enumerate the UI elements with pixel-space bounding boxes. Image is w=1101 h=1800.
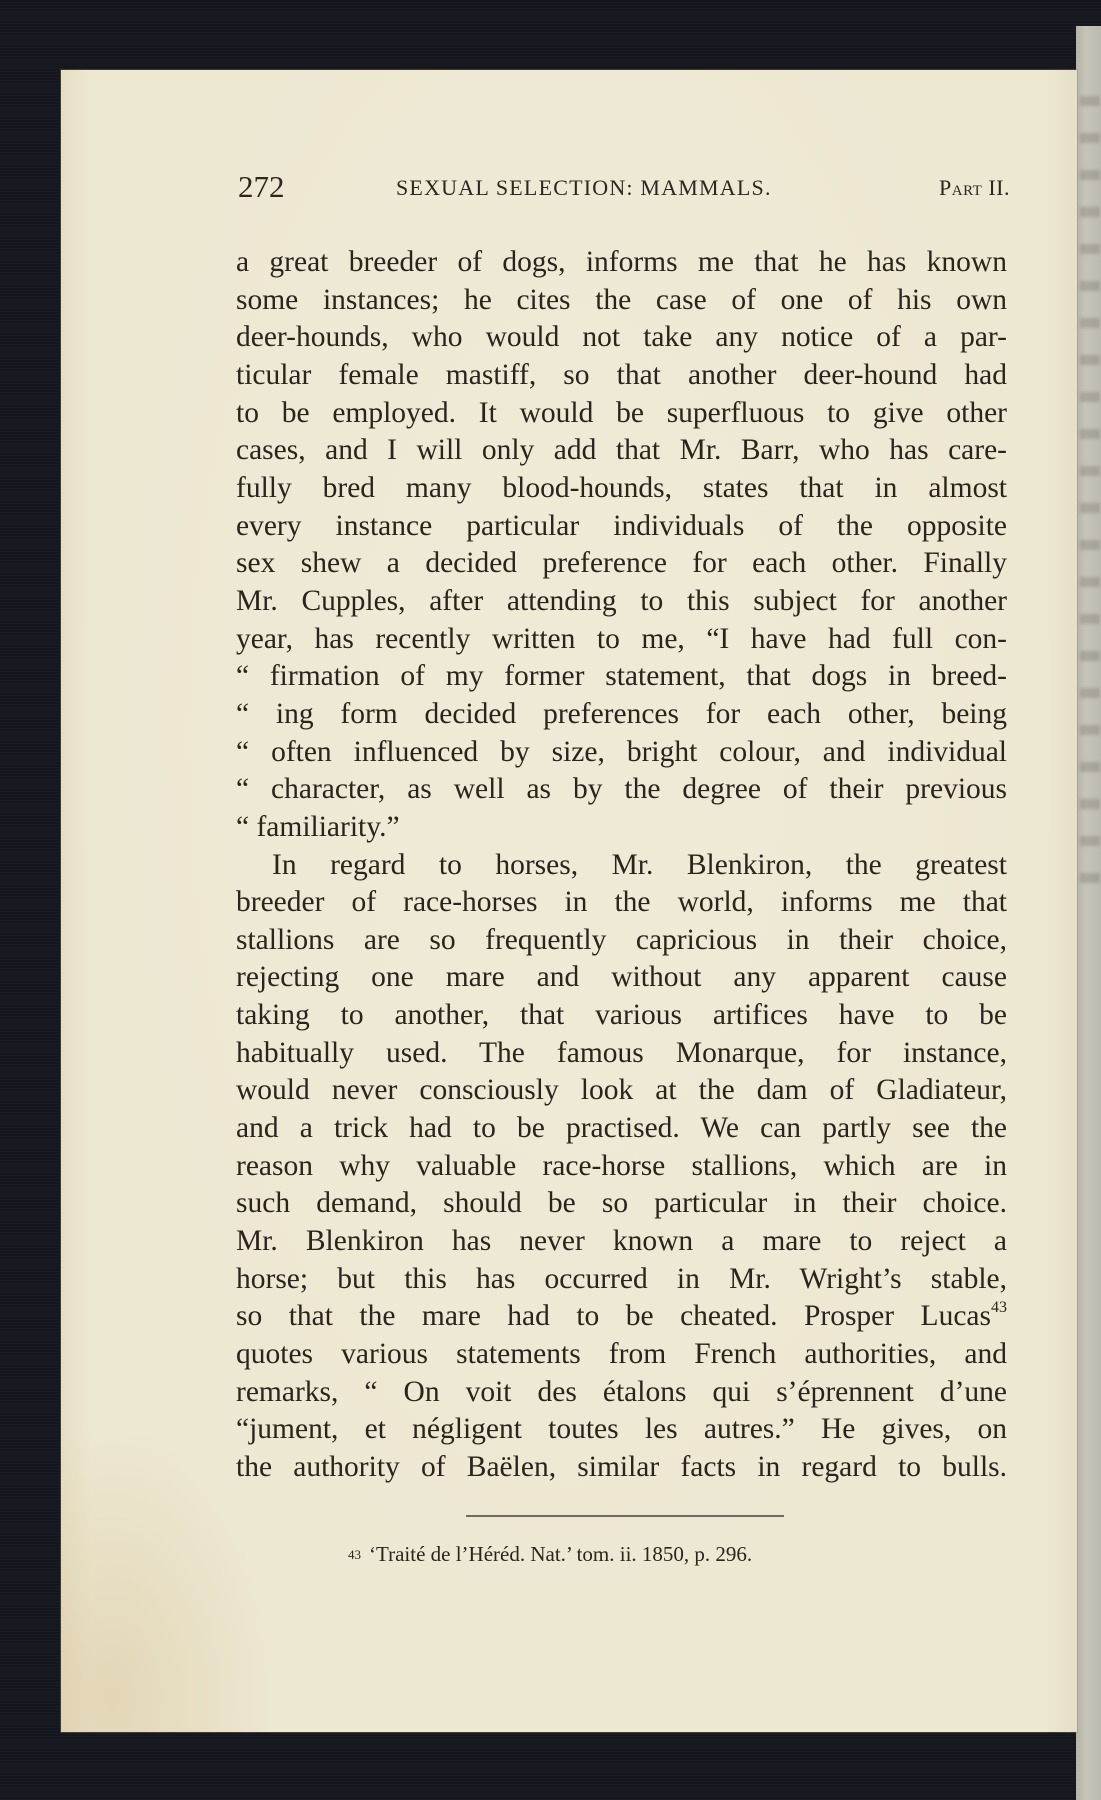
adjacent-page-text-smudge xyxy=(1080,577,1100,587)
text-line: “ firmation of my former statement, that dogs in breed- xyxy=(236,660,1007,693)
adjacent-page-text-smudge xyxy=(1080,244,1100,254)
adjacent-page-text-smudge xyxy=(1080,281,1100,291)
text-line: quotes various statements from French authorities, and xyxy=(236,1338,1007,1371)
text-line: Mr. Blenkiron has never known a mare to reject a xyxy=(236,1225,1007,1258)
running-header xyxy=(236,170,1010,204)
footnote-divider xyxy=(466,1515,784,1517)
footnote-marker: 43 xyxy=(348,1547,361,1562)
body-text xyxy=(236,244,1007,1487)
adjacent-page-text-smudge xyxy=(1080,133,1100,143)
page-number: 272 xyxy=(238,169,285,204)
text-line: and a trick had to be practised. We can partly see the xyxy=(236,1112,1007,1145)
adjacent-page-text-smudge xyxy=(1080,96,1100,106)
adjacent-page-text-smudge xyxy=(1080,540,1100,550)
text-line: “ ing form decided preferences for each other, being xyxy=(236,697,1007,730)
text-line: to be employed. It would be superfluous to give other xyxy=(236,396,1007,429)
text-line: “ character, as well as by the degree of their previous xyxy=(236,773,1007,806)
adjacent-page-text-smudge xyxy=(1080,836,1100,846)
adjacent-page-text-smudge xyxy=(1080,355,1100,365)
text-line-with-footnote xyxy=(236,1298,1007,1336)
paragraph-horses xyxy=(236,847,1007,1487)
text-line: “jument, et négligent toutes les autres.” He gives, on xyxy=(236,1413,1007,1446)
adjacent-page-text-smudge xyxy=(1080,688,1100,698)
text-line: a great breeder of dogs, informs me that he has known xyxy=(236,246,1007,278)
text-line: cases, and I will only add that Mr. Barr, who has care- xyxy=(236,434,1007,467)
adjacent-page-text-smudge xyxy=(1080,318,1100,328)
text-line: rejecting one mare and without any apparent cause xyxy=(236,961,1007,994)
adjacent-page-text-smudge xyxy=(1080,762,1100,772)
adjacent-page-text-smudge xyxy=(1080,725,1100,735)
adjacent-page-text-smudge xyxy=(1080,799,1100,809)
text-line: ticular female mastiff, so that another deer-hound had xyxy=(236,358,1007,391)
part-label: Part II. xyxy=(939,175,1010,200)
text-line: habitually used. The famous Monarque, for instance, xyxy=(236,1036,1007,1069)
paragraph-dogs xyxy=(236,244,1007,847)
text-line: such demand, should be so particular in their choice. xyxy=(236,1187,1007,1220)
text-line: deer-hounds, who would not take any notice of a par- xyxy=(236,321,1007,354)
text-line-content: so that the mare had to be cheated. Prosper Lucas xyxy=(236,1300,991,1333)
text-line: stallions are so frequently capricious in their choice, xyxy=(236,923,1007,956)
text-line: reason why valuable race-horse stallions, which are in xyxy=(236,1149,1007,1182)
text-line: year, has recently written to me, “I have had full con- xyxy=(236,622,1007,655)
text-line: “ familiarity.” xyxy=(236,810,400,843)
adjacent-page-text-smudge xyxy=(1080,429,1100,439)
text-line: the authority of Baëlen, similar facts in regard to bulls. xyxy=(236,1451,1007,1483)
text-line: breeder of race-horses in the world, informs me that xyxy=(236,886,1007,919)
running-title: SEXUAL SELECTION: MAMMALS. xyxy=(396,175,772,200)
adjacent-page-text-smudge xyxy=(1080,170,1100,180)
text-line: every instance particular individuals of the opposite xyxy=(236,509,1007,542)
adjacent-page-text-smudge xyxy=(1080,614,1100,624)
adjacent-page-text-smudge xyxy=(1080,392,1100,402)
text-line: taking to another, that various artifices have to be xyxy=(236,999,1007,1032)
text-line: horse; but this has occurred in Mr. Wright’s stable, xyxy=(236,1262,1007,1295)
footnote-text: ‘Traité de l’Héréd. Nat.’ tom. ii. 1850, p. 296. xyxy=(369,1542,753,1566)
text-line: sex shew a decided preference for each other. Finally xyxy=(236,547,1007,580)
text-line: would never consciously look at the dam of Gladiateur, xyxy=(236,1074,1007,1107)
adjacent-page-text-smudge xyxy=(1080,466,1100,476)
text-line: some instances; he cites the case of one of his own xyxy=(236,283,1007,316)
adjacent-page-text-smudge xyxy=(1080,651,1100,661)
footnote-reference[interactable]: 43 xyxy=(991,1299,1007,1317)
text-line: Mr. Cupples, after attending to this subject for another xyxy=(236,584,1007,617)
adjacent-page-text-smudge xyxy=(1080,503,1100,513)
text-line: “ often influenced by size, bright colour, and individual xyxy=(236,735,1007,768)
text-line: fully bred many blood-hounds, states that in almost xyxy=(236,471,1007,504)
adjacent-page-edge xyxy=(1076,26,1101,1800)
text-line: remarks, “ On voit des étalons qui s’éprennent d’une xyxy=(236,1375,1007,1408)
footnote xyxy=(348,1540,752,1568)
adjacent-page-text-smudge xyxy=(1080,873,1100,883)
adjacent-page-text-smudge xyxy=(1080,207,1100,217)
text-line: In regard to horses, Mr. Blenkiron, the greatest xyxy=(272,848,1007,881)
